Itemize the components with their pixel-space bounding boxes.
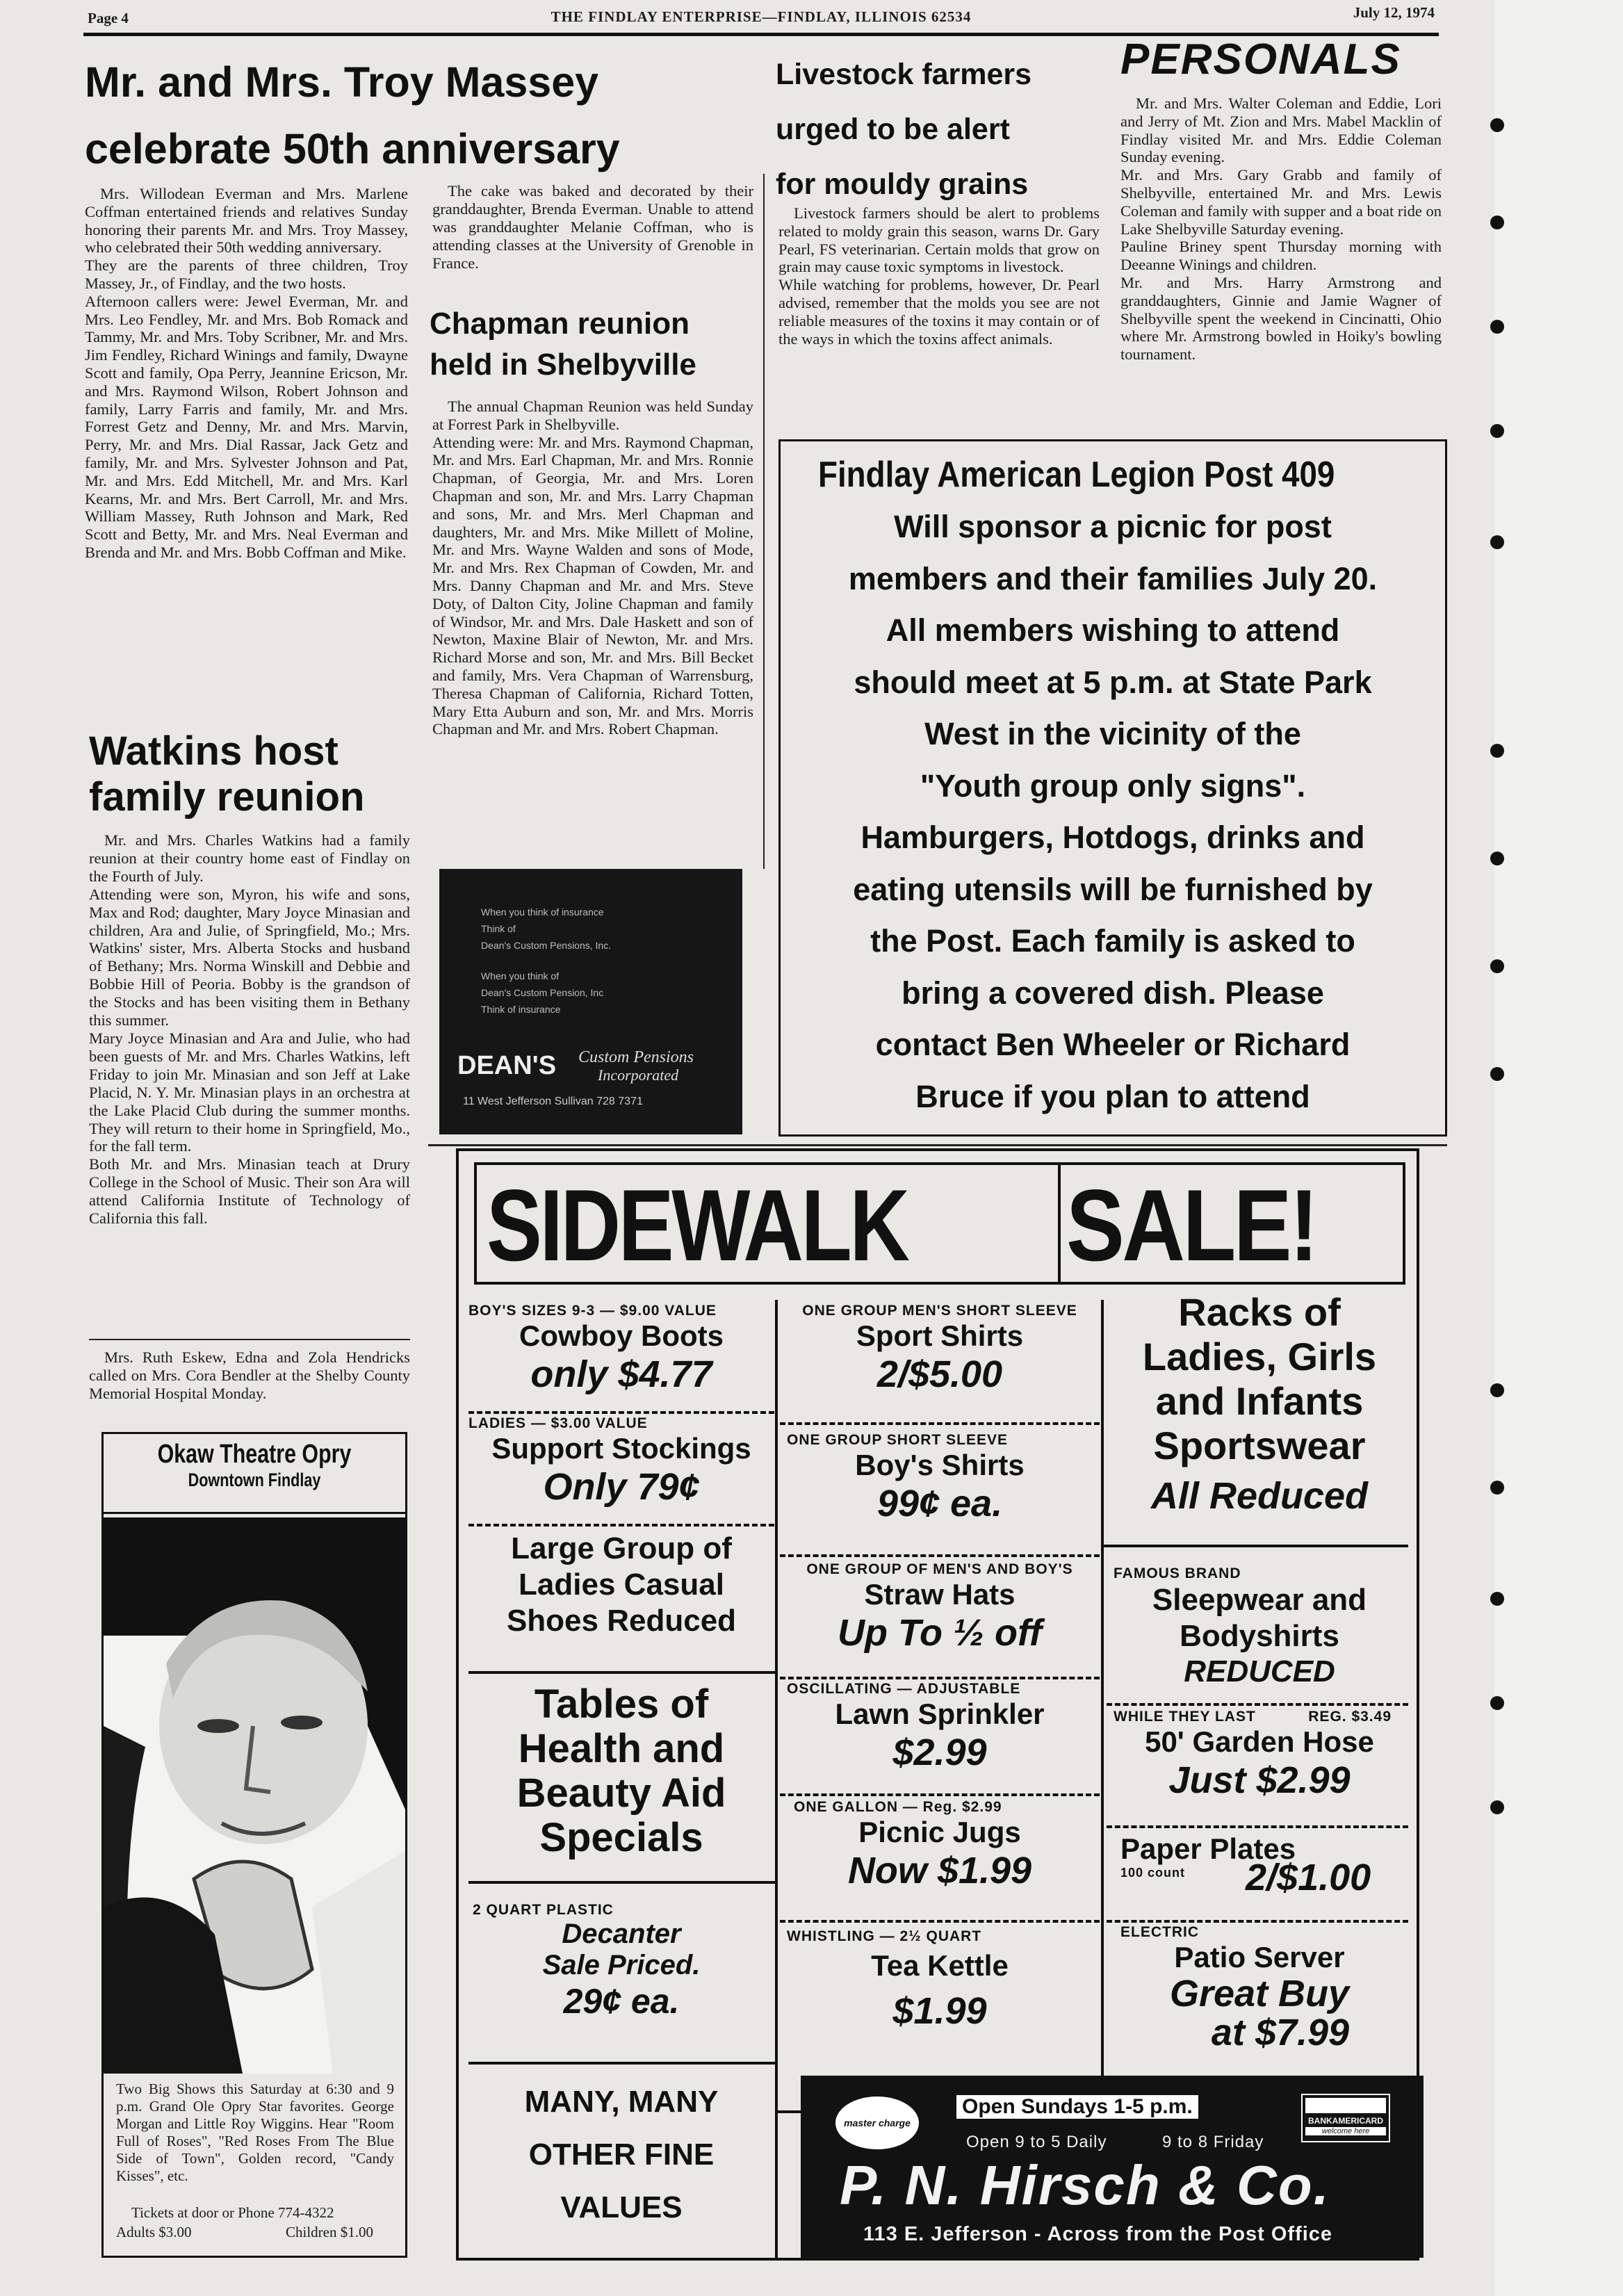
legion-title: Findlay American Legion Post 409: [818, 455, 1335, 495]
sidewalk-sale-ad: [456, 1148, 1419, 2261]
bankamericard-welcome: welcome here: [1305, 2127, 1386, 2135]
sale-item-name: Straw Hats: [864, 1578, 1016, 1611]
chapman-headline-line2: held in Shelbyville: [430, 348, 696, 382]
hours-friday: 9 to 8 Friday: [1162, 2133, 1264, 2151]
sale-item-garden-hose: [1107, 1709, 1412, 1802]
deans-script-2: Incorporated: [598, 1066, 679, 1084]
deans-ad: [439, 869, 742, 1134]
sale-item-label: ONE GROUP MEN'S SHORT SLEEVE: [802, 1303, 1077, 1319]
sale-item-name: Sleepwear and Bodyshirts: [1152, 1583, 1367, 1653]
dashed-divider: [780, 1920, 1100, 1923]
sale-item-price: 2/$1.00: [1246, 1857, 1371, 1898]
sale-item-price: Only 79¢: [543, 1466, 700, 1508]
massey-headline: [85, 49, 724, 182]
masthead: [83, 4, 1439, 36]
legion-line: Bruce if you plan to attend: [915, 1078, 1310, 1114]
okaw-child-price: Children $1.00: [286, 2224, 373, 2240]
sale-item-decanter: [468, 1902, 774, 2021]
punch-hole: [1490, 1481, 1504, 1495]
massey-article-col2: The cake was baked and decorated by their granddaughter, Brenda Everman. Unable to attend was granddaughter Melanie Coffman, who is attending classes at the University of Grenoble in France.: [432, 182, 753, 272]
sale-item-price: 99¢ ea.: [876, 1483, 1003, 1524]
sale-item-name: Paper Plates: [1120, 1832, 1296, 1865]
watkins-headline: [89, 728, 423, 820]
sale-item-label: [1107, 1709, 1412, 1725]
store-name: P. N. Hirsch & Co.: [840, 2154, 1330, 2216]
livestock-article: Livestock farmers should be alert to problems related to moldy grain this season, warns Dr. Gary Pearl, FS veterinarian. Certain molds that grow on grain may cause toxic symptoms in livestock. While watching for problems, however, Dr. Pearl advised, remember that the molds you see are not reliable measures of the toxins it may contain or of the ways in which the toxins affect animals.: [778, 204, 1100, 348]
deans-line: When you think of insurance: [481, 906, 604, 918]
mastercharge-logo: master charge: [835, 2096, 919, 2149]
punch-hole: [1490, 1800, 1504, 1814]
deans-script-1: Custom Pensions: [578, 1048, 694, 1066]
paper-name: THE FINDLAY ENTERPRISE—FINDLAY, ILLINOIS 62534: [550, 8, 972, 25]
sale-item-price: $1.99: [892, 1990, 987, 2032]
deans-ad-tagline: [481, 904, 726, 1018]
dashed-divider: [1107, 1703, 1408, 1706]
sale-item-name: Cowboy Boots: [519, 1319, 724, 1352]
sale-item-label: ONE GROUP OF MEN'S AND BOY'S: [806, 1561, 1073, 1577]
massey-headline-line1: Mr. and Mrs. Troy Massey: [85, 58, 599, 106]
sale-divider: [468, 1671, 776, 1674]
watkins-headline-line1: Watkins host: [89, 728, 339, 774]
punch-hole: [1490, 1383, 1504, 1397]
deans-address: 11 West Jefferson Sullivan 728 7371: [463, 1096, 643, 1107]
performer-photo-image: [104, 1517, 405, 2074]
hirsch-footer: [801, 2076, 1424, 2258]
sale-item-label: 2 QUART PLASTIC: [473, 1902, 614, 1918]
sale-item-price: All Reduced: [1150, 1475, 1369, 1517]
sale-item-tea-kettle: [780, 1928, 1100, 2033]
sale-item-name: Picnic Jugs: [858, 1816, 1021, 1848]
sale-item-label: FAMOUS BRAND: [1114, 1565, 1241, 1581]
livestock-headline-line2: urged to be alert: [776, 113, 1010, 146]
sale-item-many-values: [489, 2076, 753, 2234]
sale-item-label-right: REG. $3.49: [1308, 1709, 1392, 1725]
sale-item-name: Decanter: [562, 1919, 681, 1949]
issue-date: July 12, 1974: [1353, 4, 1435, 21]
dashed-divider: [780, 1554, 1100, 1557]
legion-line: "Youth group only signs".: [920, 767, 1306, 804]
watkins-headline-line2: family reunion: [89, 774, 365, 820]
divider: [89, 1339, 410, 1340]
dashed-divider: [468, 1411, 774, 1414]
sale-item-label: WHISTLING — 2½ QUART: [787, 1928, 982, 1944]
okaw-details: Two Big Shows this Saturday at 6:30 and 9 p.m. Grand Ole Opry Star favorites. George Morgan and Little Roy Wiggins. Hear "Room Full of Roses", "Red Roses From The Blue Side of Town", Golden record, "Candy Kisses", etc.: [116, 2081, 394, 2184]
store-address: 113 E. Jefferson - Across from the Post Office: [863, 2223, 1333, 2245]
punch-hole: [1490, 424, 1504, 438]
open-sundays: Open Sundays 1-5 p.m.: [956, 2095, 1198, 2119]
deans-line: Think of: [481, 923, 516, 934]
punch-hole: [1490, 320, 1504, 334]
sale-column-divider: [775, 1300, 778, 2259]
sale-item-label: BOY'S SIZES 9-3 — $9.00 VALUE: [468, 1303, 717, 1319]
legion-line: eating utensils will be furnished by: [853, 871, 1373, 907]
dashed-divider: [780, 1422, 1100, 1425]
sale-item-boys-shirts: [780, 1432, 1100, 1525]
sale-banner-word1: SIDEWALK: [487, 1169, 908, 1282]
okaw-title: Okaw Theatre Opry: [157, 1440, 352, 1469]
dashed-divider: [468, 1524, 774, 1526]
sale-item-name: Boy's Shirts: [855, 1449, 1025, 1481]
sale-item-cowboy-boots: [468, 1303, 774, 1396]
sale-banner: [474, 1162, 1405, 1285]
sale-item-casual-shoes: [489, 1531, 753, 1639]
banner-divider: [1058, 1165, 1061, 1283]
sale-item-price: only $4.77: [530, 1353, 712, 1395]
page-number: Page 4: [88, 10, 129, 26]
sale-item-label: 100 count: [1120, 1866, 1186, 1880]
sale-item-price: Up To ½ off: [838, 1612, 1042, 1654]
deans-line: When you think of: [481, 970, 560, 982]
sale-item-sleepwear: [1107, 1565, 1412, 1689]
performer-photo: [104, 1517, 405, 2074]
bankamericard-logo: [1301, 2094, 1390, 2142]
legion-line: All members wishing to attend: [886, 612, 1340, 648]
deans-line: Dean's Custom Pensions, Inc.: [481, 940, 612, 951]
punch-hole: [1490, 959, 1504, 973]
legion-line: West in the vicinity of the: [924, 716, 1301, 751]
chapman-headline-line1: Chapman reunion: [430, 307, 690, 341]
okaw-header: [104, 1434, 405, 1514]
sale-item-paper-plates: [1107, 1832, 1412, 1898]
personals-article: Mr. and Mrs. Walter Coleman and Eddie, Lori and Jerry of Mt. Zion and Mrs. Mabel Macklin of Findlay visited Mr. and Mrs. Eddie Coleman Sunday evening. Mr. and Mrs. Gary Grabb and family of Shelbyville, entertained Mr. and Mrs. Lewis Coleman and family with supper and a boat ride on Lake Shelbyville Saturday evening. Pauline Briney spent Thursday morning with Deeanne Winings and children. Mr. and Mrs. Harry Armstrong and granddaughters, Ginnie and Jamie Wagner of Shelbyville spent the weekend in Cincinatti, Ohio where Mr. Armstrong bowled in Hoiky's bowling tournament.: [1120, 95, 1442, 364]
sale-item-sportswear: [1107, 1290, 1412, 1518]
personals-headline: PERSONALS: [1120, 35, 1401, 83]
sale-item-price: 29¢ ea.: [563, 1982, 680, 2021]
deans-logo-name: DEAN'S: [457, 1051, 557, 1080]
okaw-tickets: Tickets at door or Phone 774-4322: [131, 2204, 334, 2221]
okaw-subtitle: Downtown Findlay: [188, 1469, 321, 1490]
binding-strip: [1494, 0, 1623, 2296]
sale-column-divider: [1101, 1300, 1104, 2113]
punch-hole: [1490, 1592, 1504, 1606]
dashed-divider: [1107, 1825, 1408, 1828]
sale-item-name: Tea Kettle: [871, 1949, 1009, 1982]
column-rule: [763, 174, 765, 869]
legion-line: should meet at 5 p.m. at State Park: [854, 664, 1372, 700]
hours-daily: Open 9 to 5 Daily: [966, 2133, 1107, 2151]
sale-item-name: Tables of Health and Beauty Aid Specials: [516, 1682, 726, 1860]
sale-item-label: ONE GALLON — Reg. $2.99: [794, 1799, 1002, 1815]
legion-line: members and their families July 20.: [848, 560, 1378, 596]
sale-item-label: ELECTRIC: [1120, 1924, 1199, 1940]
punch-hole: [1490, 215, 1504, 229]
chapman-headline: [430, 303, 756, 385]
bankamericard-text: BANKAMERICARD: [1308, 2116, 1383, 2126]
massey-headline-line2: celebrate 50th anniversary: [85, 125, 620, 172]
sale-item-name: Patio Server: [1174, 1941, 1345, 1973]
dashed-divider: [780, 1677, 1100, 1679]
eskew-item: Mrs. Ruth Eskew, Edna and Zola Hendricks called on Mrs. Cora Bendler at the Shelby County Memorial Hospital Monday.: [89, 1349, 410, 1402]
divider: [428, 1144, 1447, 1146]
sale-item-health-beauty: [489, 1682, 753, 1860]
legion-line: bring a covered dish. Please: [902, 975, 1324, 1011]
legion-line: Hamburgers, Hotdogs, drinks and: [861, 820, 1365, 855]
sale-divider: [468, 2062, 776, 2065]
dashed-divider: [780, 1793, 1100, 1796]
sale-item-patio-server: [1107, 1924, 1412, 2052]
sale-item-support-stockings: [468, 1415, 774, 1508]
sale-item-name: Lawn Sprinkler: [835, 1697, 1045, 1730]
sale-divider: [1102, 1545, 1408, 1547]
chapman-article: The annual Chapman Reunion was held Sunday at Forrest Park in Shelbyville. Attending were: Mr. and Mrs. Raymond Chapman, Mr. and Mrs. Earl Chapman, Mr. and Mrs. Ronnie Chapman, of Georgia, Mr. and Mrs. Loren Chapman and son, Mr. and Mrs. Larry Chapman and sons, Mr. and Mrs. Merl Chapman and daughters, Mr. and Mrs. Mike Millett of Moline, Mr. and Mrs. Wayne Walden and sons of Mode, Mr. and Mrs. Rex Chapman of Cowden, Mr. and Mrs. Danny Chapman and Mr. and Mrs. Steve Doty, of Dalton City, Joline Chapman and family of Windsor, Mr. and Mrs. Dale Haskett and son of Newton, Maxine Blair of Newton, Mr. and Mrs. Richard Morse and son, Mr. and Mrs. Bill Becket and family, Mrs. Vera Chapman of Warrensburg, Theresa Chapman of California, Richard Totten, Mary Etta Auburn and son, Mr. and Mrs. Morris Chapman and Mr. and Mrs. Robert Chapman.: [432, 398, 753, 738]
deans-line: Dean's Custom Pension, Inc: [481, 987, 604, 998]
sale-item-name: Sport Shirts: [856, 1319, 1024, 1352]
watkins-article: Mr. and Mrs. Charles Watkins had a family reunion at their country home east of Findlay on the Fourth of July. Attending were son, Myron, his wife and sons, Max and Rod; daughter, Mary Joyce Minasian and children, Ara and Julie, of Springfield, Mo.; Mrs. Watkins' sister, Mrs. Alberta Stocks and husband of Bethany; Mrs. Norma Winskill and Debbie and Bobbie Hill of Peoria. Bobby is the grandson of the Stocks and has been visiting them in Bethany this summer. Mary Joyce Minasian and Ara and Julie, who had been guests of Mr. and Mrs. Charles Watkins, left Friday to join Mr. Minasian and son Jeff at Lake Placid, N. Y. Mr. Minasian plays in an orchestra at the Lake Placid Club during the summer months. They will return to their home in Springfield, Mo., for the fall term. Both Mr. and Mrs. Minasian teach at Drury College in the School of Music. Their son Ara will attend California Institute of Technology of California this fall.: [89, 831, 410, 1228]
sale-item-name: Racks of Ladies, Girls and Infants Sportswear: [1142, 1290, 1377, 1467]
sale-item-subtitle: Great Buy: [1169, 1973, 1350, 2014]
sale-item-straw-hats: [780, 1561, 1100, 1654]
sale-item-label: LADIES — $3.00 VALUE: [468, 1415, 648, 1431]
sale-item-label-left: WHILE THEY LAST: [1114, 1709, 1256, 1725]
okaw-adult-price: Adults $3.00: [116, 2224, 192, 2240]
sale-item-price: $2.99: [892, 1732, 987, 1773]
legion-body: [781, 501, 1445, 1123]
sale-item-price: Now $1.99: [847, 1850, 1032, 1891]
sale-item-name: 50' Garden Hose: [1145, 1725, 1374, 1758]
sale-item-name: Large Group of Ladies Casual Shoes Reduced: [506, 1531, 737, 1638]
okaw-ad: [101, 1432, 407, 2258]
sale-item-subtitle: Sale Priced.: [542, 1950, 701, 1980]
sale-divider: [468, 1881, 776, 1884]
sale-item-sport-shirts: [780, 1303, 1100, 1396]
punch-hole: [1490, 118, 1504, 132]
punch-hole: [1490, 535, 1504, 549]
sale-item-price: 2/$5.00: [876, 1353, 1003, 1395]
sale-item-label: OSCILLATING — ADJUSTABLE: [787, 1681, 1021, 1697]
livestock-headline: [776, 47, 1095, 212]
deans-line: Think of insurance: [481, 1004, 561, 1015]
punch-hole: [1490, 744, 1504, 758]
legion-ad: [778, 439, 1447, 1137]
dashed-divider: [1107, 1920, 1408, 1923]
sale-banner-word2: SALE!: [1066, 1169, 1316, 1282]
punch-hole: [1490, 852, 1504, 865]
sale-item-name: MANY, MANY OTHER FINE VALUES: [524, 2085, 719, 2224]
massey-article-col1: Mrs. Willodean Everman and Mrs. Marlene Coffman entertained friends and relatives Sunday honoring their parents Mr. and Mrs. Troy Massey, who celebrated their 50th wedding anniversary. They are the parents of three children, Troy Massey, Jr., of Findlay, and the two hosts. Afternoon callers were: Jewel Everman, Mr. and Mrs. Leo Fendley, Mr. and Mrs. Bob Romack and Tammy, Mr. and Mrs. Toby Scribner, Mr. and Mrs. Jim Fendley, Richard Winings and family, Dwayne Scott and family, Opa Perry, Jeannine Ericson, Mr. and Mrs. Raymond Wilson, Robert Johnson and family, Larry Farris and family, Mr. and Mrs. Forrest Getz and Denny, Mr. and Mrs. Marvin, Perry, Mr. and Mrs. Dial Rassar, Jack Getz and family, Mr. and Mrs. Sylvester Johnson and Pat, Mr. and Mrs. Edd Mitchell, Mr. and Mrs. Karl Kearns, Mr. and Mrs. Bert Carroll, Mr. and Mrs. William Massey, Ruth Johnson and Mark, Red Scott and Betty, Mr. and Mrs. Neal Everman and Brenda and Mr. and Mrs. Bobb Coffman and Mike.: [85, 185, 408, 561]
livestock-headline-line1: Livestock farmers: [776, 58, 1032, 91]
livestock-headline-line3: for mouldy grains: [776, 168, 1029, 201]
sale-item-picnic-jugs: [780, 1799, 1100, 1892]
sale-item-lawn-sprinkler: [780, 1681, 1100, 1774]
punch-hole: [1490, 1696, 1504, 1710]
punch-hole: [1490, 1067, 1504, 1081]
sale-item-price: REDUCED: [1184, 1654, 1335, 1688]
legion-line: the Post. Each family is asked to: [870, 923, 1355, 959]
sale-item-price: Just $2.99: [1168, 1759, 1351, 1801]
sale-item-label: ONE GROUP SHORT SLEEVE: [787, 1432, 1008, 1448]
sale-item-price: at $7.99: [1211, 2012, 1350, 2053]
sale-item-name: Support Stockings: [491, 1432, 751, 1465]
legion-line: contact Ben Wheeler or Richard: [875, 1027, 1351, 1062]
legion-line: Will sponsor a picnic for post: [894, 509, 1332, 544]
